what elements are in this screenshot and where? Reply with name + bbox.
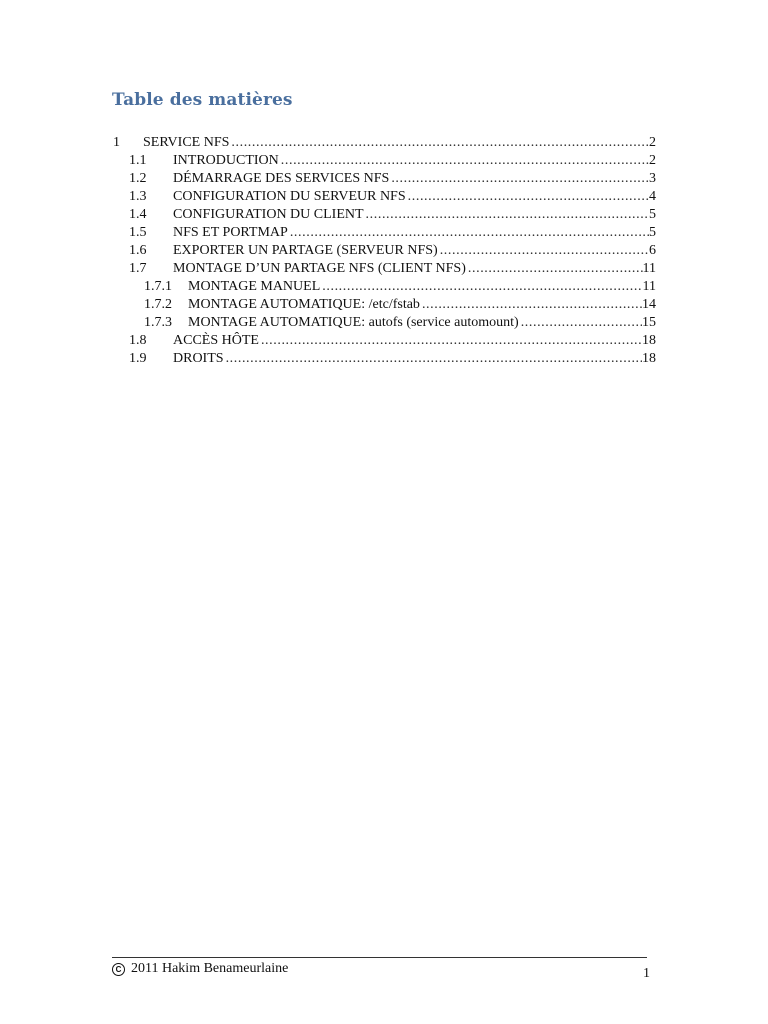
toc-entry-line [173, 170, 656, 188]
toc-dot-leader [229, 134, 649, 152]
toc-entry[interactable] [0, 152, 768, 170]
toc-entry-label: DROITS [173, 351, 224, 366]
toc-entry-page: 3 [649, 171, 656, 186]
footer-rule [112, 957, 647, 958]
toc-dot-leader [224, 350, 642, 368]
toc-entry[interactable] [0, 188, 768, 206]
toc-entry-line [173, 188, 656, 206]
toc-entry-page: 6 [649, 243, 656, 258]
toc-entry[interactable] [0, 170, 768, 188]
toc-entry-page: 5 [649, 207, 656, 222]
toc-dot-leader [519, 314, 642, 332]
toc-entry-label: NFS ET PORTMAP [173, 225, 288, 240]
toc-entry-line [188, 278, 656, 296]
toc-entry-number: 1 [113, 135, 120, 150]
toc-entry[interactable] [0, 134, 768, 152]
toc-entry[interactable] [0, 350, 768, 368]
toc-entry-number: 1.6 [129, 243, 147, 258]
toc-dot-leader [320, 278, 642, 296]
toc-entry[interactable] [0, 206, 768, 224]
toc-entry-page: 18 [642, 333, 656, 348]
toc-entry-page: 15 [642, 315, 656, 330]
toc-dot-leader [466, 260, 643, 278]
toc-entry-label: ACCÈS HÔTE [173, 333, 259, 348]
toc-dot-leader [420, 296, 642, 314]
page-number: 1 [643, 966, 650, 981]
toc-entry-page: 11 [642, 261, 656, 276]
toc-entry[interactable] [0, 314, 768, 332]
toc-entry-page: 2 [649, 153, 656, 168]
toc-entry-page: 11 [642, 279, 656, 294]
toc-entry-line [173, 152, 656, 170]
toc-dot-leader [279, 152, 649, 170]
toc-entry-label: MONTAGE AUTOMATIQUE: autofs (service automount) [188, 315, 519, 330]
toc-entry-page: 4 [649, 189, 656, 204]
toc-entry-number: 1.3 [129, 189, 147, 204]
toc-entry-page: 5 [649, 225, 656, 240]
toc-entry-page: 2 [649, 135, 656, 150]
toc-entry[interactable] [0, 224, 768, 242]
toc-entry-page: 18 [642, 351, 656, 366]
toc-entry-line [188, 314, 656, 332]
toc-entry-line [173, 260, 656, 278]
toc-entry-label: SERVICE NFS [143, 135, 230, 150]
toc-entry-number: 1.8 [129, 333, 147, 348]
toc-entry[interactable] [0, 296, 768, 314]
toc-dot-leader [438, 242, 649, 260]
toc-entry-label: DÉMARRAGE DES SERVICES NFS [173, 171, 390, 186]
toc-entry-number: 1.1 [129, 153, 147, 168]
toc-entry-label: MONTAGE AUTOMATIQUE: /etc/fstab [188, 297, 420, 312]
toc-entry-number: 1.9 [129, 351, 147, 366]
toc-entry-label: CONFIGURATION DU SERVEUR NFS [173, 189, 406, 204]
toc-entry-line [173, 350, 656, 368]
toc-entry-number: 1.7 [129, 261, 147, 276]
toc-entry-number: 1.7.2 [144, 297, 172, 312]
table-of-contents [0, 134, 768, 368]
toc-entry-number: 1.7.1 [144, 279, 172, 294]
toc-entry-page: 14 [642, 297, 656, 312]
copyright-text: 2011 Hakim Benameurlaine [131, 961, 289, 976]
toc-entry-line [173, 206, 656, 224]
footer-copyright [112, 961, 288, 977]
toc-entry-number: 1.5 [129, 225, 147, 240]
toc-entry-number: 1.4 [129, 207, 147, 222]
toc-entry-number: 1.2 [129, 171, 147, 186]
toc-entry[interactable] [0, 260, 768, 278]
toc-entry[interactable] [0, 278, 768, 296]
toc-entry[interactable] [0, 332, 768, 350]
toc-entry[interactable] [0, 242, 768, 260]
toc-entry-label: MONTAGE D’UN PARTAGE NFS (CLIENT NFS) [173, 261, 466, 276]
toc-entry-label: CONFIGURATION DU CLIENT [173, 207, 364, 222]
toc-dot-leader [406, 188, 649, 206]
copyright-icon: C [112, 963, 125, 976]
toc-dot-leader [364, 206, 649, 224]
toc-entry-number: 1.7.3 [144, 315, 172, 330]
toc-entry-label: MONTAGE MANUEL [188, 279, 321, 294]
toc-entry-line [173, 242, 656, 260]
toc-dot-leader [288, 224, 649, 242]
toc-dot-leader [259, 332, 642, 350]
toc-entry-line [143, 134, 656, 152]
toc-entry-line [173, 332, 656, 350]
page-title: Table des matières [112, 90, 293, 110]
toc-entry-line [173, 224, 656, 242]
toc-entry-line [188, 296, 656, 314]
toc-entry-label: EXPORTER UN PARTAGE (SERVEUR NFS) [173, 243, 438, 258]
toc-entry-label: INTRODUCTION [173, 153, 279, 168]
toc-dot-leader [389, 170, 649, 188]
